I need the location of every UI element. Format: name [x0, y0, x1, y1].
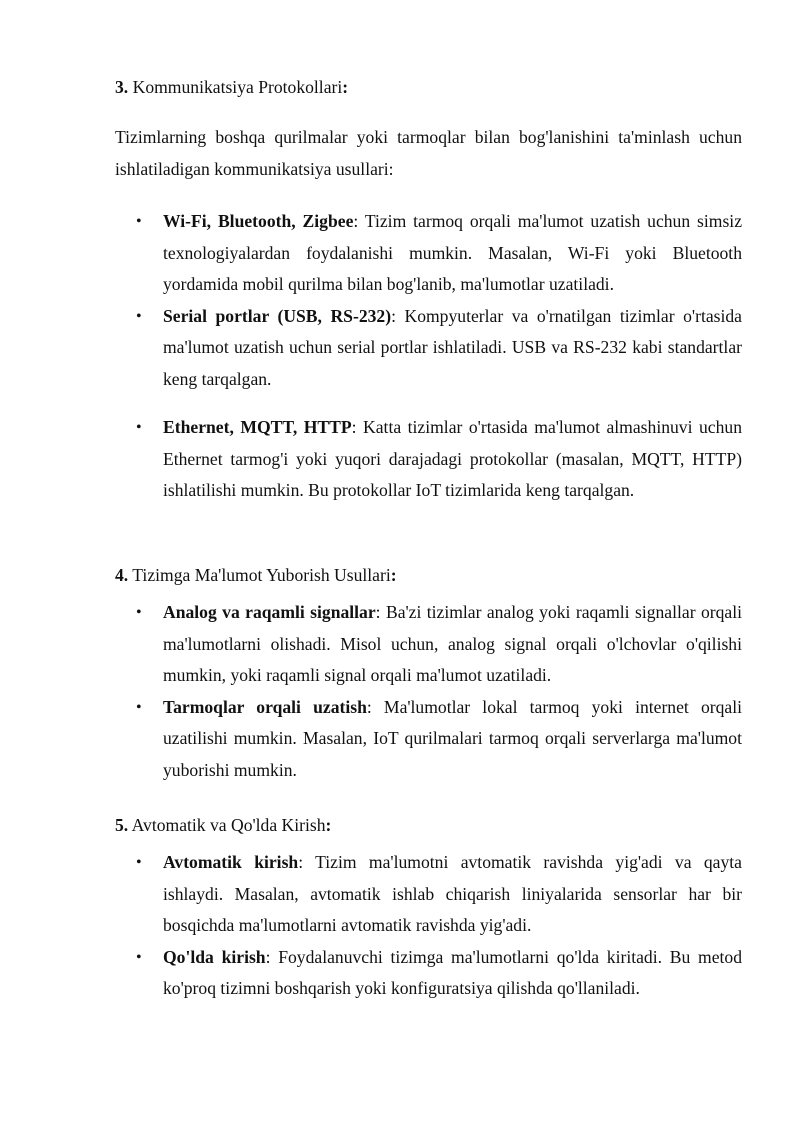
section-4 [115, 560, 742, 591]
list-item-term: Tarmoqlar orqali uzatish [163, 696, 367, 717]
bullet-icon: • [136, 213, 142, 230]
list-item-term: Qo'lda kirish [163, 946, 266, 967]
section-5 [115, 810, 742, 841]
bullet-icon: • [136, 854, 142, 871]
list-item-term: Wi-Fi, Bluetooth, Zigbee [163, 211, 354, 231]
section-4-list [115, 597, 742, 786]
bullet-list [115, 206, 742, 395]
list-item [115, 301, 742, 396]
list-item [115, 847, 742, 942]
list-item-text: : Tizim tarmoq orqali ma'lumot uzatish uchun simsiz texnologiyalardan foydalanishi mumkin. Masalan, Wi-Fi yoki Bluetooth yordamida mobil qurilma bilan bog'lanib, ma'lumotlar uzatiladi. [163, 211, 742, 294]
heading-colon: : [390, 565, 397, 585]
list-item [115, 597, 742, 692]
list-item [115, 942, 742, 1005]
bullet-icon: • [136, 307, 142, 325]
section-number: 5. [115, 815, 129, 835]
bullet-icon: • [136, 604, 142, 621]
heading-colon: : [325, 815, 332, 835]
list-item [115, 206, 742, 301]
list-item-term: Avtomatik kirish [163, 852, 299, 872]
bullet-list [115, 412, 742, 507]
section-heading [115, 810, 742, 841]
section-3-list-a [115, 206, 742, 395]
section-3 [115, 72, 742, 103]
bullet-icon: • [136, 698, 142, 716]
bullet-list [115, 597, 742, 786]
section-title: Kommunikatsiya Protokollari [132, 77, 343, 97]
section-5-list [115, 847, 742, 1005]
section-3-list-b [115, 412, 742, 507]
list-item-text: : Kompyuterlar va o'rnatilgan tizimlar o'rtasida ma'lumot uzatish uchun serial portlar ishlatiladi. USB va RS-232 kabi standartlar keng tarqalgan. [163, 305, 742, 389]
list-item-text: : Katta tizimlar o'rtasida ma'lumot almashinuvi uchun Ethernet tarmog'i yoki yuqori darajadagi protokollar (masalan, MQTT, HTTP) ishlatilishi mumkin. Bu protokollar IoT tizimlarida keng tarqalgan. [163, 417, 742, 500]
list-item-text: : Ma'lumotlar lokal tarmoq yoki internet orqali uzatilishi mumkin. Masalan, IoT qurilmalari tarmoq orqali serverlarga ma'lumot yuborishi mumkin. [163, 696, 742, 780]
section-title: Avtomatik va Qo'lda Kirish [131, 815, 326, 835]
list-item-text: : Tizim ma'lumotni avtomatik ravishda yig'adi va qayta ishlaydi. Masalan, avtomatik ishlab chiqarish liniyalarida sensorlar har bir bosqichda ma'lumotlarni avtomatik ravishda yig'adi. [163, 852, 742, 935]
list-item-text: : Ba'zi tizimlar analog yoki raqamli signallar orqali ma'lumotlarni olishadi. Misol uchun, analog signal orqali o'lchovlar o'qilishi mumkin, yoki raqamli signal orqali ma'lumot uzatiladi. [163, 602, 742, 685]
section-heading [115, 72, 742, 103]
intro-paragraph: Tizimlarning boshqa qurilmalar yoki tarmoqlar bilan bog'lanishini ta'minlash uchun ishlatiladigan kommunikatsiya usullari: [115, 127, 742, 179]
list-item-term: Serial portlar (USB, RS-232) [163, 305, 392, 326]
section-number: 4. [115, 565, 129, 585]
section-3-intro [115, 122, 742, 185]
list-item [115, 692, 742, 787]
section-number: 3. [115, 77, 129, 97]
heading-colon: : [342, 77, 349, 97]
bullet-list [115, 847, 742, 1005]
bullet-icon: • [136, 419, 142, 436]
list-item-text: : Foydalanuvchi tizimga ma'lumotlarni qo'lda kiritadi. Bu metod ko'proq tizimni boshqarish yoki konfiguratsiya qilishda qo'llaniladi. [163, 946, 742, 998]
list-item-term: Analog va raqamli signallar [163, 602, 376, 622]
bullet-icon: • [136, 948, 142, 966]
list-item [115, 412, 742, 507]
section-title: Tizimga Ma'lumot Yuborish Usullari [132, 565, 391, 585]
list-item-term: Ethernet, MQTT, HTTP [163, 417, 352, 437]
section-heading [115, 560, 742, 591]
